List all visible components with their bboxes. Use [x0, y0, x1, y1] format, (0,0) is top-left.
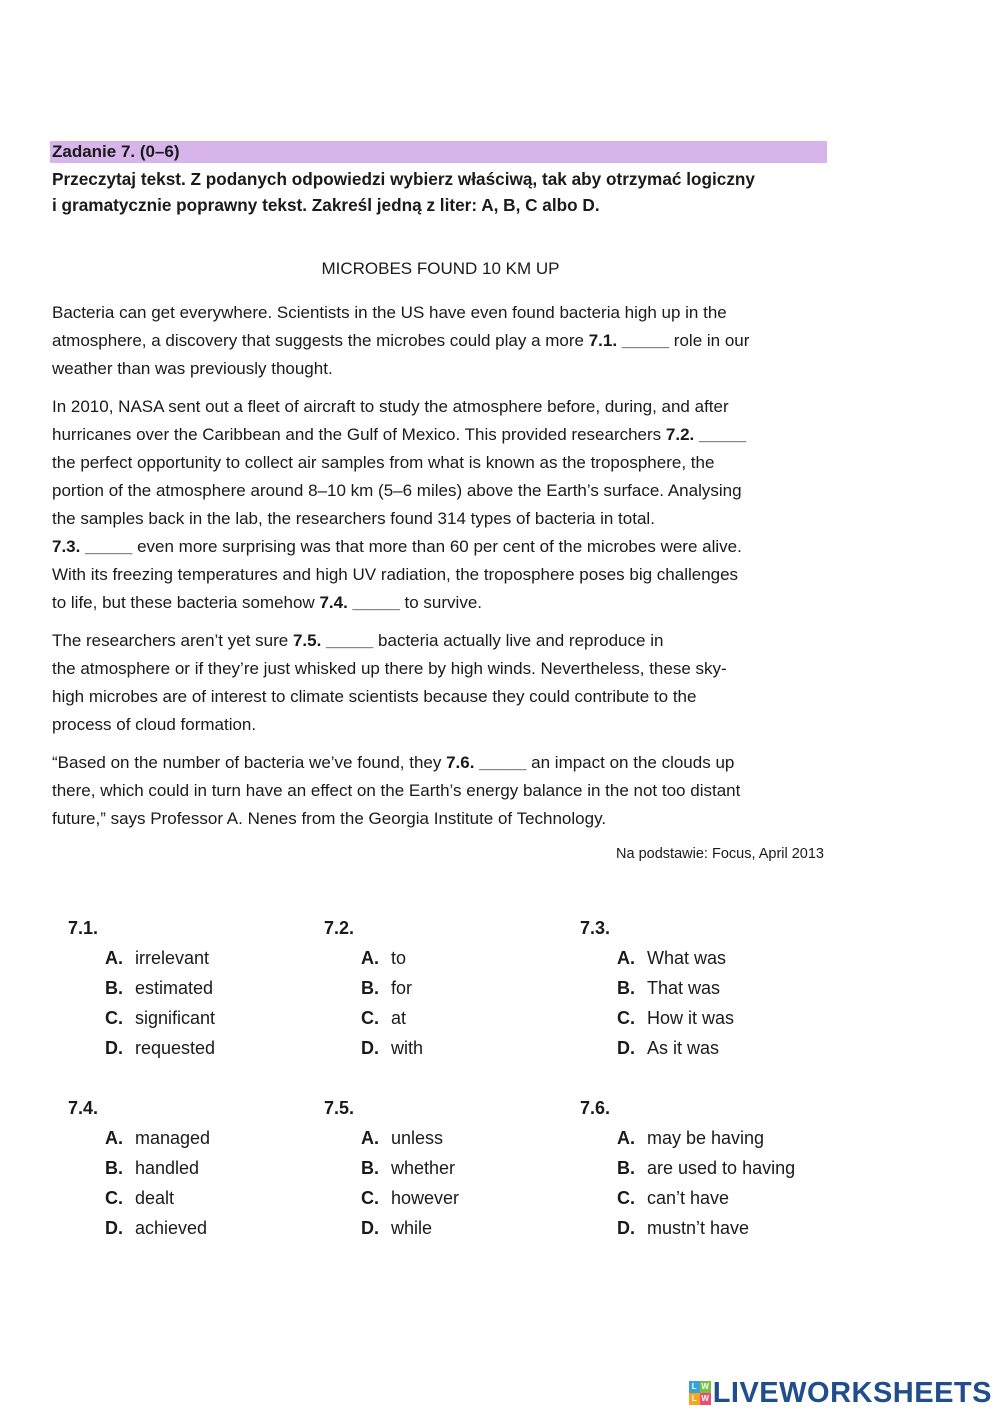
- option-text: managed: [135, 1128, 211, 1148]
- answer-option[interactable]: [68, 1153, 200, 1183]
- instruction-line: i gramatycznie poprawny tekst. Zakreśl jedną z liter: A, B, C albo D.: [52, 195, 600, 215]
- text-run: the perfect opportunity to collect air samples from what is known as the troposphere, the: [52, 453, 715, 472]
- option-letter: C.: [617, 1188, 635, 1208]
- option-letter: B.: [617, 1158, 635, 1178]
- gap-marker: 7.6. _____: [446, 753, 527, 772]
- option-text: may be having: [647, 1128, 765, 1148]
- answer-option[interactable]: [68, 1183, 175, 1213]
- option-letter: C.: [361, 1188, 379, 1208]
- option-letter: B.: [105, 1158, 123, 1178]
- logo-text: LIVEWORKSHEETS: [712, 1376, 992, 1409]
- option-text: mustn’t have: [647, 1218, 750, 1238]
- article-line: [52, 449, 830, 477]
- question-block: [324, 1093, 460, 1243]
- option-text: What was: [647, 948, 727, 968]
- option-text: significant: [135, 1008, 216, 1028]
- question-number: 7.2.: [324, 918, 355, 938]
- option-text: with: [391, 1038, 424, 1058]
- question-number: 7.5.: [324, 1098, 355, 1118]
- article-line: [52, 749, 830, 777]
- answer-option[interactable]: [580, 943, 727, 973]
- option-text: estimated: [135, 978, 214, 998]
- question-number: 7.3.: [580, 918, 611, 938]
- answer-option[interactable]: [324, 1213, 433, 1243]
- task-number: Zadanie 7. (0–6): [52, 142, 180, 161]
- answer-option[interactable]: [580, 1033, 720, 1063]
- article-paragraph: [52, 393, 830, 617]
- answer-option[interactable]: [324, 1183, 460, 1213]
- logo-mark-cell: L: [689, 1393, 700, 1405]
- article-line: [52, 777, 830, 805]
- text-run: to survive.: [399, 593, 482, 612]
- option-text: handled: [135, 1158, 200, 1178]
- gap-marker: 7.1. _____: [588, 331, 670, 350]
- answer-option[interactable]: [68, 1123, 211, 1153]
- question-number: 7.4.: [68, 1098, 99, 1118]
- option-letter: C.: [105, 1008, 123, 1028]
- text-run: bacteria actually live and reproduce in: [373, 631, 664, 650]
- answer-option[interactable]: [580, 1153, 796, 1183]
- option-letter: D.: [105, 1218, 123, 1238]
- article-title: MICROBES FOUND 10 KM UP: [321, 259, 560, 278]
- logo-mark-cell: W: [701, 1382, 709, 1391]
- text-run: the samples back in the lab, the researchers found 314 types of bacteria in total.: [52, 509, 655, 528]
- answer-option[interactable]: [580, 1213, 750, 1243]
- text-run: to life, but these bacteria somehow: [52, 593, 320, 612]
- article-line: [52, 711, 830, 739]
- gap-marker: 7.3. _____: [52, 537, 133, 556]
- option-text: can’t have: [647, 1188, 730, 1208]
- article-line: [52, 683, 830, 711]
- task-instruction: [52, 166, 832, 218]
- answer-option[interactable]: [68, 973, 214, 1003]
- question-block: [68, 1093, 211, 1243]
- article-line: [52, 805, 830, 833]
- logo-mark-cell: W: [701, 1394, 709, 1403]
- text-run: With its freezing temperatures and high UV radiation, the troposphere poses big challenges: [52, 565, 739, 584]
- article-paragraph: [52, 299, 830, 383]
- article-paragraph: [52, 627, 830, 739]
- text-run: future,” says Professor A. Nenes from the Georgia Institute of Technology.: [52, 809, 607, 828]
- question-block: [580, 913, 735, 1063]
- option-letter: D.: [617, 1038, 635, 1058]
- option-letter: A.: [105, 948, 123, 968]
- option-text: at: [391, 1008, 407, 1028]
- answer-option[interactable]: [580, 1003, 735, 1033]
- option-text: while: [391, 1218, 433, 1238]
- option-text: dealt: [135, 1188, 175, 1208]
- article-line: [52, 589, 830, 617]
- option-letter: A.: [361, 1128, 379, 1148]
- option-text: are used to having: [647, 1158, 796, 1178]
- answer-option[interactable]: [580, 1183, 730, 1213]
- question-number: 7.1.: [68, 918, 99, 938]
- text-run: weather than was previously thought.: [52, 359, 333, 378]
- article-line: [52, 355, 830, 383]
- article-line: [52, 561, 830, 589]
- option-letter: A.: [105, 1128, 123, 1148]
- task-header: [50, 141, 827, 163]
- option-text: As it was: [647, 1038, 720, 1058]
- article-line: [52, 299, 830, 327]
- option-letter: D.: [105, 1038, 123, 1058]
- option-text: achieved: [135, 1218, 208, 1238]
- answer-option[interactable]: [580, 1123, 765, 1153]
- answer-option[interactable]: [68, 1003, 216, 1033]
- option-letter: C.: [361, 1008, 379, 1028]
- answer-option[interactable]: [324, 973, 413, 1003]
- option-letter: A.: [361, 948, 379, 968]
- option-text: whether: [391, 1158, 456, 1178]
- question-block: [580, 1093, 796, 1243]
- gap-marker: 7.5. _____: [292, 631, 374, 650]
- gap-marker: 7.2. _____: [665, 425, 747, 444]
- article-paragraph: [52, 749, 830, 833]
- answer-option[interactable]: [68, 1213, 208, 1243]
- option-text: unless: [391, 1128, 444, 1148]
- answer-option[interactable]: [580, 973, 721, 1003]
- article-line: [52, 477, 830, 505]
- text-run: atmosphere, a discovery that suggests the microbes could play a more: [52, 331, 589, 350]
- liveworksheets-logo: [689, 1377, 992, 1409]
- option-letter: C.: [105, 1188, 123, 1208]
- answer-option[interactable]: [324, 1123, 444, 1153]
- option-letter: C.: [617, 1008, 635, 1028]
- answer-option[interactable]: [324, 1003, 407, 1033]
- text-run: an impact on the clouds up: [526, 753, 735, 772]
- option-text: however: [391, 1188, 460, 1208]
- text-run: In 2010, NASA sent out a fleet of aircraft to study the atmosphere before, during, and after: [52, 397, 729, 416]
- option-letter: D.: [361, 1038, 379, 1058]
- question-number: 7.6.: [580, 1098, 611, 1118]
- article-line: [52, 533, 830, 561]
- option-text: requested: [135, 1038, 216, 1058]
- article-line: [52, 627, 830, 655]
- answer-option[interactable]: [68, 1033, 216, 1063]
- text-run: Bacteria can get everywhere. Scientists in the US have even found bacteria high up in the: [52, 303, 727, 322]
- text-run: high microbes are of interest to climate scientists because they could contribute to the: [52, 687, 697, 706]
- option-letter: A.: [617, 948, 635, 968]
- option-text: How it was: [647, 1008, 735, 1028]
- option-letter: B.: [361, 978, 379, 998]
- text-run: the atmosphere or if they’re just whisked up there by high winds. Nevertheless, these sky-: [52, 659, 727, 678]
- article-line: [52, 655, 830, 683]
- logo-mark-cell: L: [689, 1381, 700, 1393]
- option-letter: B.: [617, 978, 635, 998]
- logo-mark-icon: [689, 1381, 711, 1405]
- text-run: The researchers aren’t yet sure: [52, 631, 293, 650]
- text-run: even more surprising was that more than 60 per cent of the microbes were alive.: [132, 537, 742, 556]
- option-text: irrelevant: [135, 948, 210, 968]
- article-line: [52, 393, 830, 421]
- answer-option[interactable]: [324, 1033, 424, 1063]
- question-block: [68, 913, 216, 1063]
- article-line: [52, 327, 830, 355]
- text-run: “Based on the number of bacteria we’ve found, they: [52, 753, 447, 772]
- option-text: for: [391, 978, 413, 998]
- article-line: [52, 505, 830, 533]
- answer-option[interactable]: [324, 1153, 456, 1183]
- source-citation: Na podstawie: Focus, April 2013: [616, 846, 824, 862]
- option-letter: A.: [617, 1128, 635, 1148]
- answer-option[interactable]: [68, 943, 210, 973]
- gap-marker: 7.4. _____: [319, 593, 400, 612]
- instruction-line: Przeczytaj tekst. Z podanych odpowiedzi wybierz właściwą, tak aby otrzymać logiczny: [52, 169, 755, 189]
- article-line: [52, 421, 830, 449]
- option-letter: B.: [361, 1158, 379, 1178]
- option-text: to: [391, 948, 407, 968]
- text-run: role in our: [669, 331, 750, 350]
- option-letter: D.: [617, 1218, 635, 1238]
- option-letter: B.: [105, 978, 123, 998]
- text-run: portion of the atmosphere around 8–10 km (5–6 miles) above the Earth’s surface. Analysing: [52, 481, 742, 500]
- question-block: [324, 913, 424, 1063]
- option-letter: D.: [361, 1218, 379, 1238]
- text-run: hurricanes over the Caribbean and the Gulf of Mexico. This provided researchers: [52, 425, 666, 444]
- text-run: there, which could in turn have an effect on the Earth’s energy balance in the not too distant: [52, 781, 741, 800]
- answer-option[interactable]: [324, 943, 407, 973]
- text-run: process of cloud formation.: [52, 715, 257, 734]
- option-text: That was: [647, 978, 721, 998]
